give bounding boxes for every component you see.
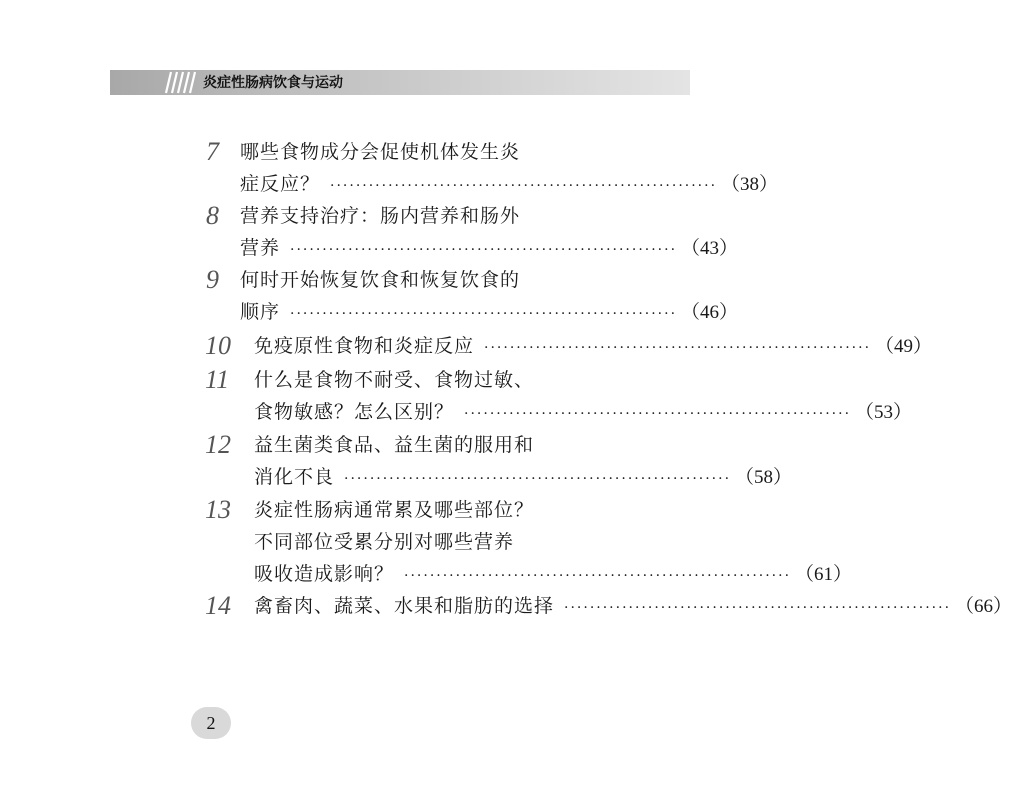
toc-entry-title-line: 营养 (240, 237, 281, 259)
leader-dots: ···························································· (290, 306, 678, 322)
toc-entry-title-line: 不同部位受累分别对哪些营养 (254, 531, 515, 553)
toc-entry-row[interactable] (240, 236, 739, 262)
toc-entry-row[interactable] (254, 562, 853, 588)
toc-entry-title-line: 益生菌类食品、益生菌的服用和 (254, 434, 535, 456)
toc-entry-number: 7 (206, 137, 219, 166)
toc-entry-title-line: 消化不良 (254, 466, 335, 488)
toc-entry-title-line: 禽畜肉、蔬菜、水果和脂肪的选择 (254, 595, 555, 617)
toc-entry-page: （38） (721, 174, 779, 195)
toc-entry-title-line: 症反应？ (240, 173, 321, 195)
toc-entry-row[interactable] (254, 465, 793, 491)
toc-entry-title-line: 什么是食物不耐受、食物过敏、 (254, 369, 535, 391)
toc-entry-title-line: 顺序 (240, 301, 281, 323)
leader-dots: ···························································· (290, 242, 678, 258)
toc-entry-row[interactable] (254, 400, 913, 426)
toc-entry-title-line: 炎症性肠病通常累及哪些部位？ (254, 499, 535, 521)
leader-dots: ···························································· (484, 340, 872, 356)
toc-entry-title-line: 何时开始恢复饮食和恢复饮食的 (240, 269, 521, 291)
leader-dots: ···························································· (404, 568, 792, 584)
toc-entry-page: （49） (875, 336, 933, 357)
toc-entry-number: 14 (205, 591, 231, 620)
toc-entry-row[interactable] (240, 300, 739, 326)
leader-dots: ···························································· (564, 600, 952, 616)
toc-entry-number: 12 (205, 430, 231, 459)
toc-entry-number: 8 (206, 201, 219, 230)
toc-entry-row[interactable] (254, 594, 1012, 620)
toc-entry-page: （53） (855, 402, 913, 423)
toc-entry-page: （46） (681, 302, 739, 323)
toc-entry-title-line: 免疫原性食物和炎症反应 (254, 335, 475, 357)
page-number: 2 (191, 707, 231, 739)
toc-entry-number: 9 (206, 265, 219, 294)
toc-entry-page: （58） (735, 467, 793, 488)
leader-dots: ···························································· (344, 471, 732, 487)
toc-entry-page: （61） (795, 564, 853, 585)
toc-entry-page: （66） (955, 596, 1012, 617)
toc-entry-number: 10 (205, 331, 231, 360)
toc-entry-title-line: 吸收造成影响？ (254, 563, 395, 585)
toc-entry-row[interactable] (254, 334, 933, 360)
toc-entry-row[interactable] (240, 172, 779, 198)
toc-entry-title-line: 哪些食物成分会促使机体发生炎 (240, 141, 521, 163)
toc-entry-title-line: 食物敏感？怎么区别？ (254, 401, 455, 423)
running-header-title: 炎症性肠病饮食与运动 (203, 75, 343, 91)
toc-entry-page: （43） (681, 238, 739, 259)
leader-dots: ···························································· (464, 406, 852, 422)
toc-entry-title-line: 营养支持治疗：肠内营养和肠外 (240, 205, 521, 227)
toc-entry-number: 11 (205, 365, 230, 394)
toc-entry-number: 13 (205, 495, 231, 524)
leader-dots: ···························································· (330, 178, 718, 194)
